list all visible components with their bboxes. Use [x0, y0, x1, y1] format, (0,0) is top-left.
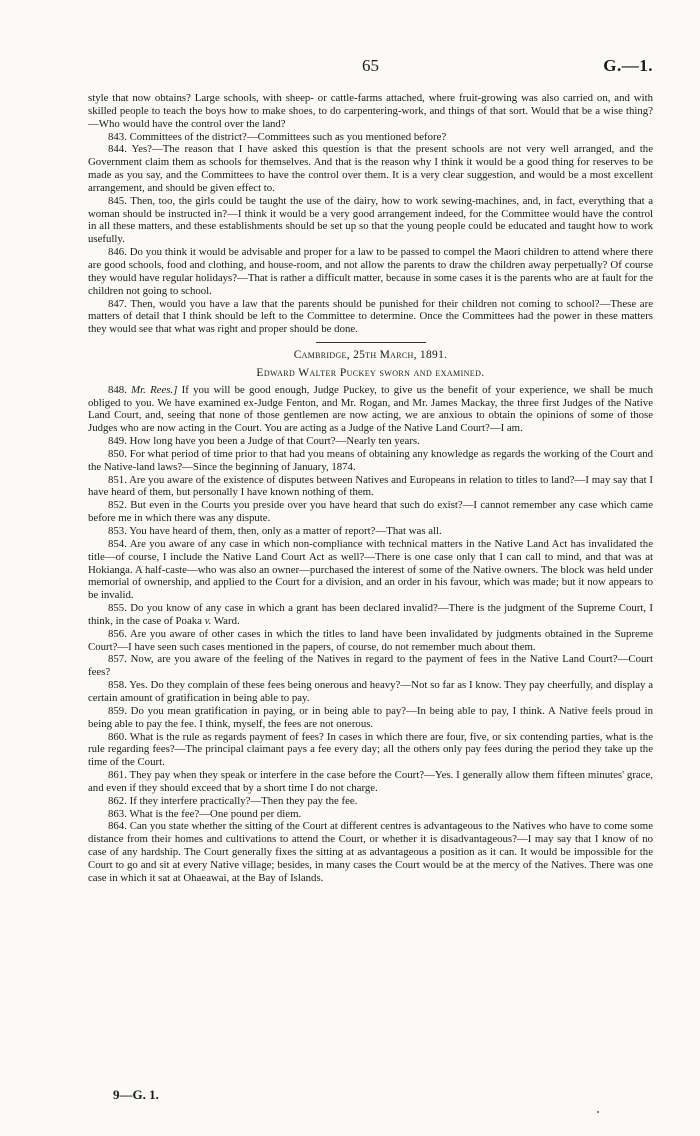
page-number: 65	[362, 56, 379, 75]
paragraph: 850. For what period of time prior to that had you means of obtaining any knowledge as regards the working of the Court and the Native-land laws?—Since the beginning of January, 1874.	[88, 447, 653, 473]
paragraph: 862. If they interfere practically?—Then they pay the fee.	[108, 794, 358, 807]
paragraph: 845. Then, too, the girls could be taught the use of the dairy, how to work sewing-machines, and, in fact, everything that a woman should be instructed in?—I think it would be a very good arrangement indeed, for the Committee would have the control in all these matters, and these establishments should be set up so that the young people could be educated and taught how to work usefully.	[88, 194, 653, 246]
paragraph: 861. They pay when they speak or interfere in the case before the Court?—Yes. I generally allow them fifteen minutes' grace, and even if they should exceed that by a short time I do not charge.	[88, 769, 653, 794]
paragraph: 847. Then, would you have a law that the parents should be punished for their children not coming to school?—These are matters of detail that I think should be left to the Committee to determine. Once the Committees had the power in these matters they would see that what was right and proper should be done.	[88, 297, 653, 336]
speaker-label: Mr. Rees.]	[131, 383, 178, 396]
paragraph-text: Ward.	[213, 614, 240, 627]
paragraphs-843-847	[88, 131, 653, 337]
section-divider	[316, 342, 426, 343]
session-heading: Cambridge, 25th March, 1891.	[293, 349, 448, 362]
paragraph: 864. Can you state whether the sitting of the Court at different centres is advantageous to the Natives who have to come some distance from their homes and cultivations to attend the Court, or whether it is disadvantageous?—I may say that I know of no case of any hardship. The Court generally fixes the sitting at as advantageous a position as it can. It would be impossible for the Court to go and sit at every Native village; besides, in many cases the Court would be at the mercy of the Natives. There was one case in which it sat at Ohaeawai, at the Bay of Islands.	[88, 820, 653, 884]
signature-mark: 9—G. 1.	[113, 1087, 159, 1102]
paragraph-text: If you will be good enough, Judge Puckey, to give us the benefit of your experience, we shall be much obliged to you. We have examined ex-Judge Fenton, and Mr. Rogan, and Mr. James Mackay, the three first Judges of the Native Land Court, and, seeing that none of those gentlemen are now acting, we are anxious to obtain the opinions of some of those Judges who are now acting in the Court. You are acting as a Judge of the Native Land Court?—I am.	[88, 383, 654, 435]
paragraph: 844. Yes?—The reason that I have asked this question is that the present schools are not very well arranged, and the Government claim them as schools for themselves. And that is the reason why I think it would be a good thing for reserves to be made as you say, and the Committees to have the control over them. It is a very clear suggestion, and would be a most excellent arrangement, and should be given effect to.	[88, 143, 653, 194]
paragraph: 854. Are you aware of any case in which non-compliance with technical matters in the Native Land Act has invalidated the title—of course, I include the Native Land Court Act as well?—There is one case only that I can call to mind, and that was at Hokianga. A half-caste—who was also an owner—purchased the interest of some of the Native owners. The block was held under memorial of ownership, and applied to the Court for a division, and an order in his favour, which was made; but it now appears to be invalid.	[88, 537, 653, 602]
paragraph: 852. But even in the Courts you preside over you have heard that such do exist?—I cannot remember any case which came before me in which there was any dispute.	[88, 499, 653, 525]
paragraphs-849-854	[88, 435, 653, 602]
paper-series-number: G.—1.	[603, 56, 653, 75]
versus-abbreviation: v.	[204, 614, 212, 627]
print-speck	[597, 1111, 599, 1113]
paragraph-848	[88, 384, 653, 435]
continued-paragraph: style that now obtains? Large schools, with sheep- or cattle-farms attached, where fruit-growing was also carried on, and with skilled people to teach the boys how to make shoes, to do carpentering-work, and things of that sort. Would that be a wise thing?—Who would have the control over the land?	[88, 92, 653, 130]
paragraph: 843. Committees of the district?—Committees such as you mentioned before?	[108, 130, 447, 143]
paragraph: 851. Are you aware of the existence of disputes between Natives and Europeans in relation to titles to land?—I may say that I have heard of them, but personally I have known nothing of them.	[88, 473, 653, 499]
paragraph: 858. Yes. Do they complain of these fees being onerous and heavy?—Not so far as I know. They pay cheerfully, and display a certain amount of gratification in being able to pay.	[88, 679, 653, 704]
paragraph-text: 855. Do you know of any case in which a grant has been declared invalid?—There is the judgment of the Supreme Court, I think, in the case of Poaka	[88, 602, 653, 627]
paragraph-number: 848.	[108, 383, 127, 396]
paragraph: 856. Are you aware of other cases in which the titles to land have been invalidated by judgments obtained in the Supreme Court?—I have seen such cases mentioned in the papers, of course, do not remember much about them.	[88, 627, 653, 653]
paragraphs-856-864	[88, 628, 653, 885]
paragraph: 859. Do you mean gratification in paying, or in being able to pay?—In being able to pay, I think. A Native feels proud in being able to pay the fee. I think, myself, the fees are not onerous.	[88, 704, 653, 730]
paragraph-855	[88, 602, 653, 628]
paragraph: 853. You have heard of them, then, only as a matter of report?—That was all.	[108, 525, 442, 537]
paragraph: 863. What is the fee?—One pound per diem.	[108, 807, 302, 820]
paragraph: 857. Now, are you aware of the feeling of the Natives in regard to the payment of fees in the Native Land Court?—Court fees?	[88, 653, 653, 679]
paragraph: 860. What is the rule as regards payment of fees? In cases in which there are four, five, or six contending parties, what is the rule regarding fees?—The principal claimant pays a fee every day; all the others only pay fees during the period they take up the time of the Court.	[88, 730, 653, 769]
document-body	[88, 92, 653, 885]
paragraph: 846. Do you think it would be advisable and proper for a law to be passed to compel the Maori children to attend where there are good schools, food and clothing, and house-room, and not allow the parents to draw the children away perpetually? Of course they would have regular holidays?—That is rather a difficult matter, because in some cases it is the parents who are at fault for the children not going to school.	[88, 246, 653, 297]
paragraph: 849. How long have you been a Judge of that Court?—Nearly ten years.	[108, 435, 420, 448]
page-header	[88, 56, 653, 78]
witness-heading: Edward Walter Puckey sworn and examined.	[256, 366, 485, 379]
